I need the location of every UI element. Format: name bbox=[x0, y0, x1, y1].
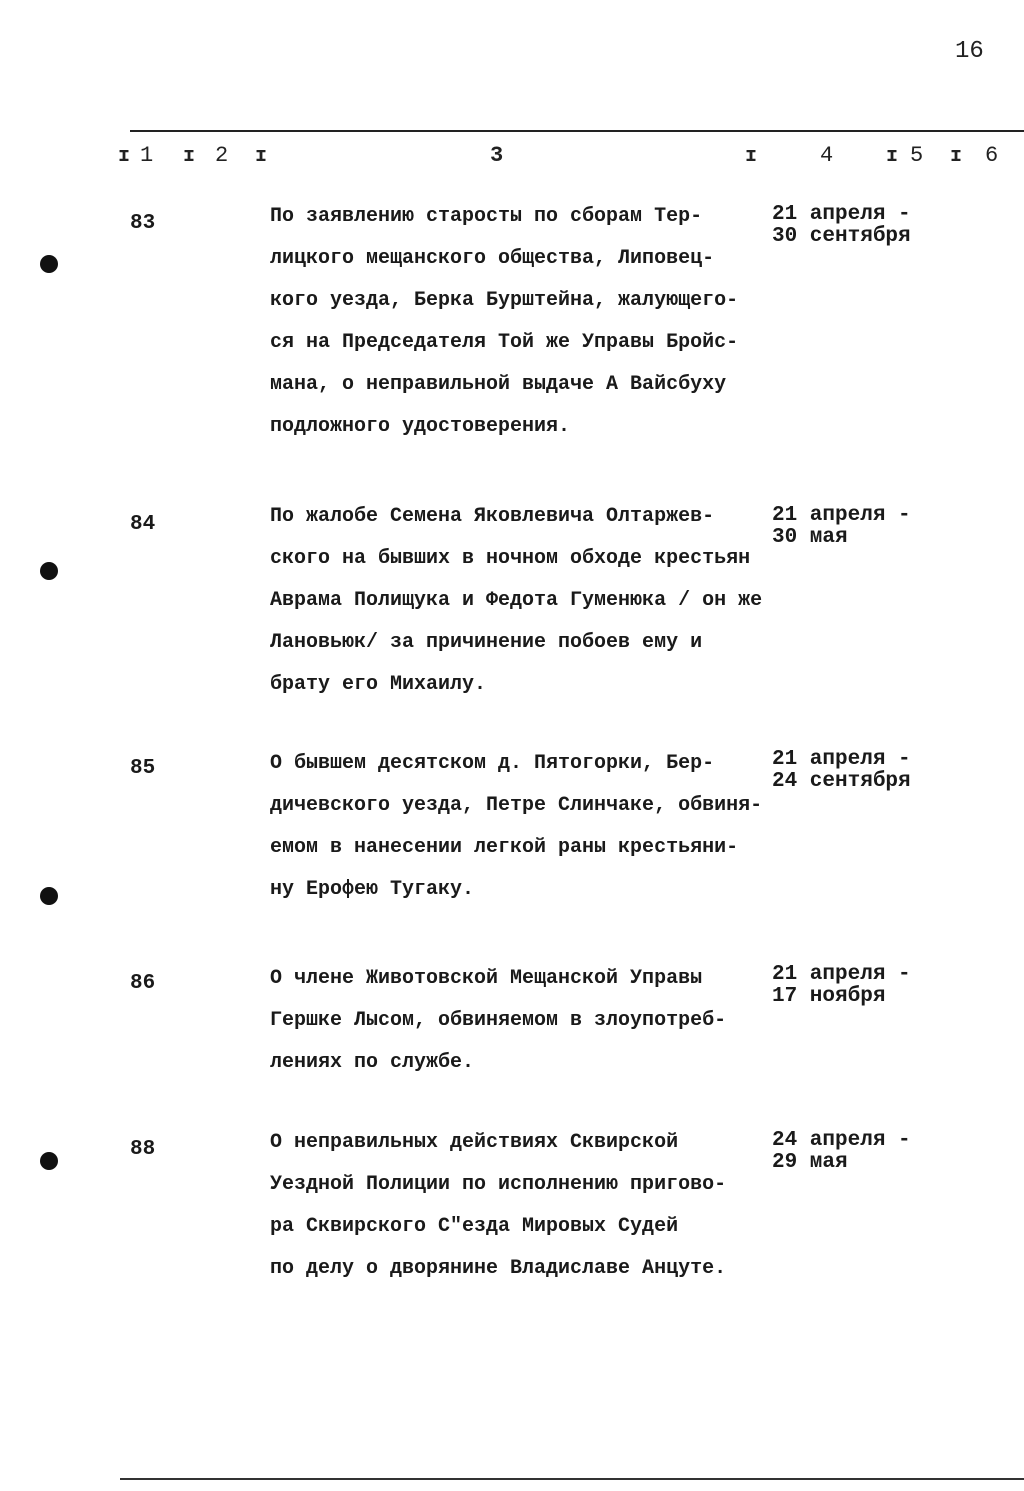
page-number: 16 bbox=[955, 38, 984, 65]
entry-description bbox=[270, 1122, 780, 1290]
entry-line: ся на Председателя Той же Управы Бройс- bbox=[270, 331, 739, 354]
entry-start-date: 21 апреля - bbox=[772, 748, 911, 771]
entry-line: ра Сквирского С"езда Мировых Судей bbox=[270, 1215, 679, 1238]
entry-description bbox=[270, 743, 780, 911]
entry-line: подложного удостоверения. bbox=[270, 415, 571, 438]
entry-line: емом в нанесении легкой раны крестьяни- bbox=[270, 836, 739, 859]
entry-line: Уездной Полиции по исполнению пригово- bbox=[270, 1173, 727, 1196]
punch-hole-mark bbox=[40, 255, 58, 273]
entry-start-date: 21 апреля - bbox=[772, 203, 911, 226]
entry-line: лицкого мещанского общества, Липовец- bbox=[270, 247, 715, 270]
entry-line: кого уезда, Берка Бурштейна, жалующего- bbox=[270, 289, 739, 312]
entry-number: 85 bbox=[130, 757, 156, 780]
entry-end-date: 30 сентября bbox=[772, 225, 911, 248]
column-separator: ɪ bbox=[183, 145, 196, 168]
column-number-4: 4 bbox=[820, 143, 834, 168]
entry-end-date: 29 мая bbox=[772, 1151, 848, 1174]
column-number-2: 2 bbox=[215, 143, 229, 168]
header-rule bbox=[130, 130, 1024, 132]
entry-end-date: 17 ноября bbox=[772, 985, 886, 1008]
punch-hole-mark bbox=[40, 1152, 58, 1170]
entry-line: лениях по службе. bbox=[270, 1051, 475, 1074]
entry-line: Аврама Полищука и Федота Гуменюка / он же bbox=[270, 589, 763, 612]
column-number-3: 3 bbox=[490, 143, 504, 168]
entry-line: Лановьюк/ за причинение побоев ему и bbox=[270, 631, 703, 654]
entry-line: по делу о дворянине Владиславе Анцуте. bbox=[270, 1257, 727, 1280]
entry-description bbox=[270, 196, 780, 448]
entry-start-date: 21 апреля - bbox=[772, 504, 911, 527]
entry-dates bbox=[772, 749, 911, 793]
entry-number: 84 bbox=[130, 513, 156, 536]
column-separator: ɪ bbox=[118, 145, 131, 168]
entry-number: 88 bbox=[130, 1138, 156, 1161]
entry-line: ну Ерофею Тугаку. bbox=[270, 878, 475, 901]
entry-line: мана, о неправильной выдаче А Вайсбуху bbox=[270, 373, 727, 396]
entry-line: О члене Животовской Мещанской Управы bbox=[270, 967, 703, 990]
entry-start-date: 21 апреля - bbox=[772, 963, 911, 986]
entry-description bbox=[270, 496, 780, 706]
entry-dates bbox=[772, 1130, 911, 1174]
entry-dates bbox=[772, 204, 911, 248]
entry-end-date: 30 мая bbox=[772, 526, 848, 549]
column-number-1: 1 bbox=[140, 143, 154, 168]
column-separator: ɪ bbox=[745, 145, 758, 168]
entry-dates bbox=[772, 505, 911, 549]
entry-line: дичевского уезда, Петре Слинчаке, обвиня- bbox=[270, 794, 763, 817]
entry-line: Гершке Лысом, обвиняемом в злоупотреб- bbox=[270, 1009, 727, 1032]
entry-line: О неправильных действиях Сквирской bbox=[270, 1131, 679, 1154]
column-number-6: 6 bbox=[985, 143, 999, 168]
entry-line: О бывшем десятском д. Пятогорки, Бер- bbox=[270, 752, 715, 775]
column-separator: ɪ bbox=[886, 145, 899, 168]
entry-number: 86 bbox=[130, 972, 156, 995]
entry-start-date: 24 апреля - bbox=[772, 1129, 911, 1152]
entry-line: По жалобе Семена Яковлевича Олтаржев- bbox=[270, 505, 715, 528]
entry-line: ского на бывших в ночном обходе крестьян bbox=[270, 547, 751, 570]
footer-rule bbox=[120, 1478, 1024, 1480]
entry-dates bbox=[772, 964, 911, 1008]
entry-end-date: 24 сентября bbox=[772, 770, 911, 793]
column-separator: ɪ bbox=[950, 145, 963, 168]
entry-description bbox=[270, 958, 780, 1084]
entry-line: брату его Михаилу. bbox=[270, 673, 487, 696]
column-number-5: 5 bbox=[910, 143, 924, 168]
entry-line: По заявлению старосты по сборам Тер- bbox=[270, 205, 703, 228]
column-separator: ɪ bbox=[255, 145, 268, 168]
punch-hole-mark bbox=[40, 887, 58, 905]
punch-hole-mark bbox=[40, 562, 58, 580]
entry-number: 83 bbox=[130, 212, 156, 235]
